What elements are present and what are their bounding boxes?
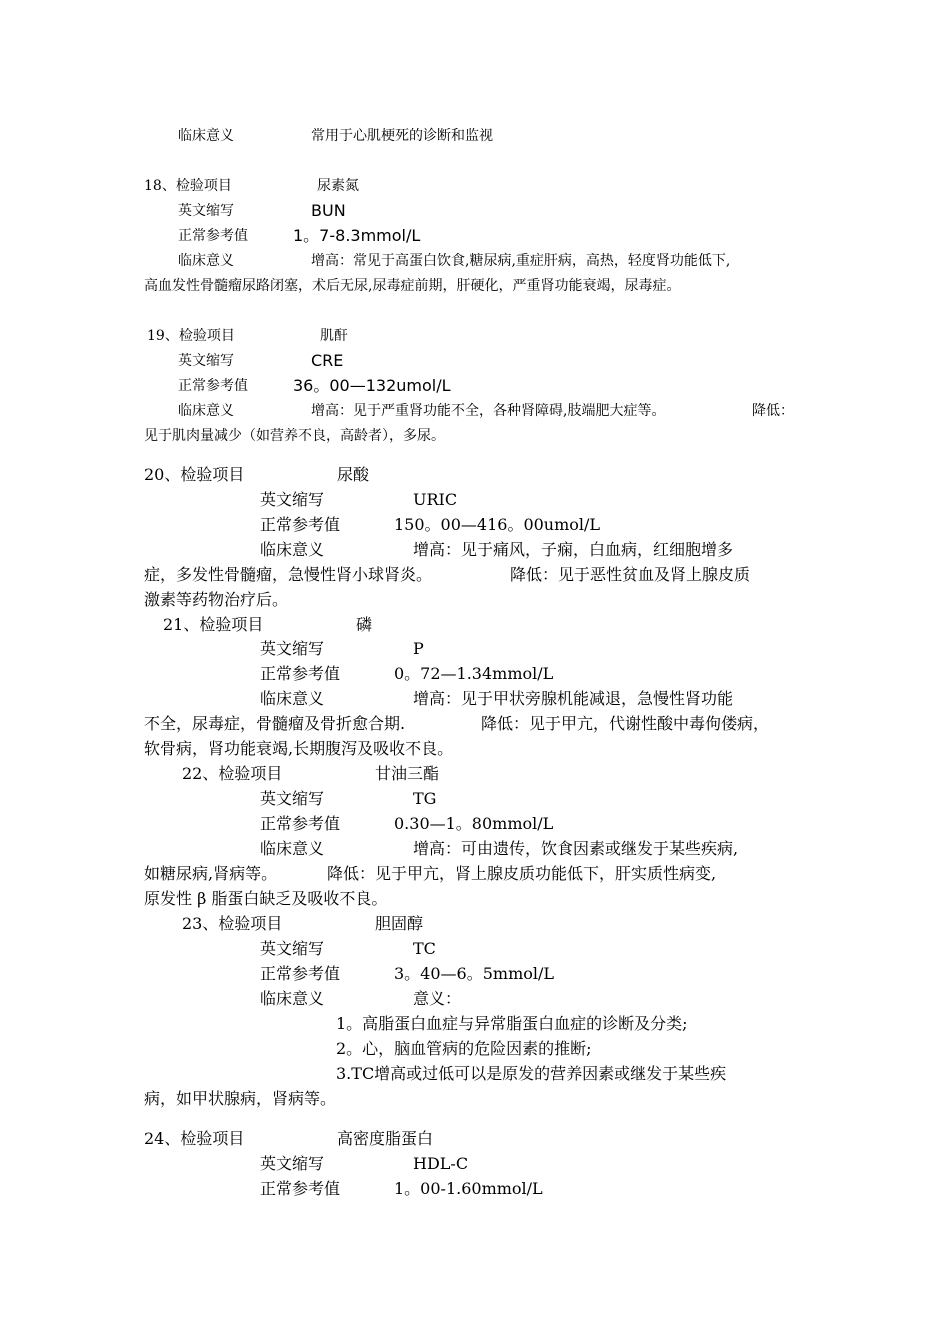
item-22-abbr-label: 英文缩写 [260,789,325,808]
item-22-sig-line1: 增高：可由遗传，饮食因素或继发于某些疾病, [413,839,739,858]
item-24-ref-label: 正常参考值 [260,1179,341,1198]
item-24-title: 24、检验项目 [144,1129,245,1148]
item-19-sig-label: 临床意义 [178,403,234,419]
item-21-name: 磷 [356,615,373,634]
item-19-ref: 36。00—132umol/L [293,376,451,395]
item-21-ref: 0。72—1.34mmol/L [394,664,554,683]
item-18-abbr-label: 英文缩写 [178,203,234,219]
item-21-sig-line3: 软骨病，肾功能衰竭,长期腹泻及吸收不良。 [144,739,454,758]
item-19-sig-line2: 见于肌肉量减少（如营养不良，高龄者），多尿。 [144,428,445,444]
item-22-ref-label: 正常参考值 [260,814,341,833]
item-22-sig-line3: 原发性 β 脂蛋白缺乏及吸收不良。 [144,889,388,908]
item-19-title: 19、检验项目 [147,328,235,344]
item-18-ref-label: 正常参考值 [178,228,248,244]
item-18-title: 18、检验项目 [144,178,232,194]
item-18-ref: 1。7-8.3mmol/L [293,226,421,245]
item-22-ref: 0.30—1。80mmol/L [394,814,554,833]
item-19-sig-line1: 增高：见于严重肾功能不全，各种肾障碍,肢端肥大症等。 [311,403,666,419]
item-19-abbr: CRE [311,351,344,370]
item-20-sig-line3: 激素等药物治疗后。 [144,590,289,609]
item-20-name: 尿酸 [337,465,370,484]
item-20-sig-label: 临床意义 [260,540,325,559]
item-18-sig-line2: 高血发性骨髓瘤尿路闭塞，术后无尿,尿毒症前期，肝硬化，严重肾功能衰竭，尿毒症。 [144,278,681,294]
item-20-abbr-label: 英文缩写 [260,490,325,509]
item-21-sig-line1: 增高：见于甲状旁腺机能减退，急慢性肾功能 [413,689,734,708]
item-20-abbr: URIC [413,490,458,509]
item-21-sig-label: 临床意义 [260,689,325,708]
item-20-ref-label: 正常参考值 [260,515,341,534]
item-23-abbr: TC [413,939,436,958]
ckmb-significance-text: 常用于心肌梗死的诊断和监视 [311,128,493,144]
item-24-ref: 1。00-1.60mmol/L [394,1179,543,1198]
item-23-sig-point3: 3.TC增高或过低可以是原发的营养因素或继发于某些疾 [336,1064,727,1083]
item-18-sig-line1: 增高：常见于高蛋白饮食,糖尿病,重症肝病，高热，轻度肾功能低下, [311,253,731,269]
item-22-sig-label: 临床意义 [260,839,325,858]
item-23-sig-heading: 意义： [413,989,462,1008]
item-18-sig-label: 临床意义 [178,253,234,269]
item-23-sig-point2: 2。心，脑血管病的危险因素的推断; [336,1039,592,1058]
item-24-name: 高密度脂蛋白 [337,1129,434,1148]
item-21-ref-label: 正常参考值 [260,664,341,683]
item-23-sig-point1: 1。高脂蛋白血症与异常脂蛋白血症的诊断及分类; [336,1014,688,1033]
item-21-sig-line2-decrease: 降低：见于甲亢，代谢性酸中毒佝偻病， [481,714,770,733]
item-22-title: 22、检验项目 [182,764,283,783]
item-20-sig-line1: 增高：见于痛风，子痫，白血病，红细胞增多 [413,540,734,559]
item-20-sig-line2-decrease: 降低：见于恶性贫血及肾上腺皮质 [510,565,751,584]
item-23-abbr-label: 英文缩写 [260,939,325,958]
item-23-ref: 3。40—6。5mmol/L [394,964,555,983]
item-23-title: 23、检验项目 [182,914,283,933]
item-21-sig-line2: 不全，尿毒症，骨髓瘤及骨折愈合期. [144,714,406,733]
item-20-ref: 150。00—416。00umol/L [394,515,601,534]
item-21-title: 21、检验项目 [163,615,264,634]
item-19-ref-label: 正常参考值 [178,378,248,394]
item-22-abbr: TG [413,789,437,808]
item-22-sig-line2: 如糖尿病,肾病等。 [144,864,278,883]
item-21-abbr-label: 英文缩写 [260,639,325,658]
item-22-sig-line2-decrease: 降低：见于甲亢，肾上腺皮质功能低下，肝实质性病变, [327,864,717,883]
item-19-name: 肌酐 [320,328,348,344]
item-19-sig-line1-decrease: 降低： [752,403,794,419]
item-23-name: 胆固醇 [375,914,424,933]
item-24-abbr: HDL-C [413,1154,469,1173]
item-21-abbr: P [413,639,424,658]
item-20-title: 20、检验项目 [144,465,245,484]
item-22-name: 甘油三酯 [375,764,440,783]
item-23-sig-label: 临床意义 [260,989,325,1008]
item-23-sig-point3-cont: 病，如甲状腺病，肾病等。 [144,1089,337,1108]
item-19-abbr-label: 英文缩写 [178,353,234,369]
item-18-abbr: BUN [311,201,346,220]
item-24-abbr-label: 英文缩写 [260,1154,325,1173]
item-20-sig-line2: 症，多发性骨髓瘤，急慢性肾小球肾炎。 [144,565,433,584]
item-23-ref-label: 正常参考值 [260,964,341,983]
ckmb-significance-label: 临床意义 [178,128,234,144]
item-18-name: 尿素氮 [317,178,359,194]
